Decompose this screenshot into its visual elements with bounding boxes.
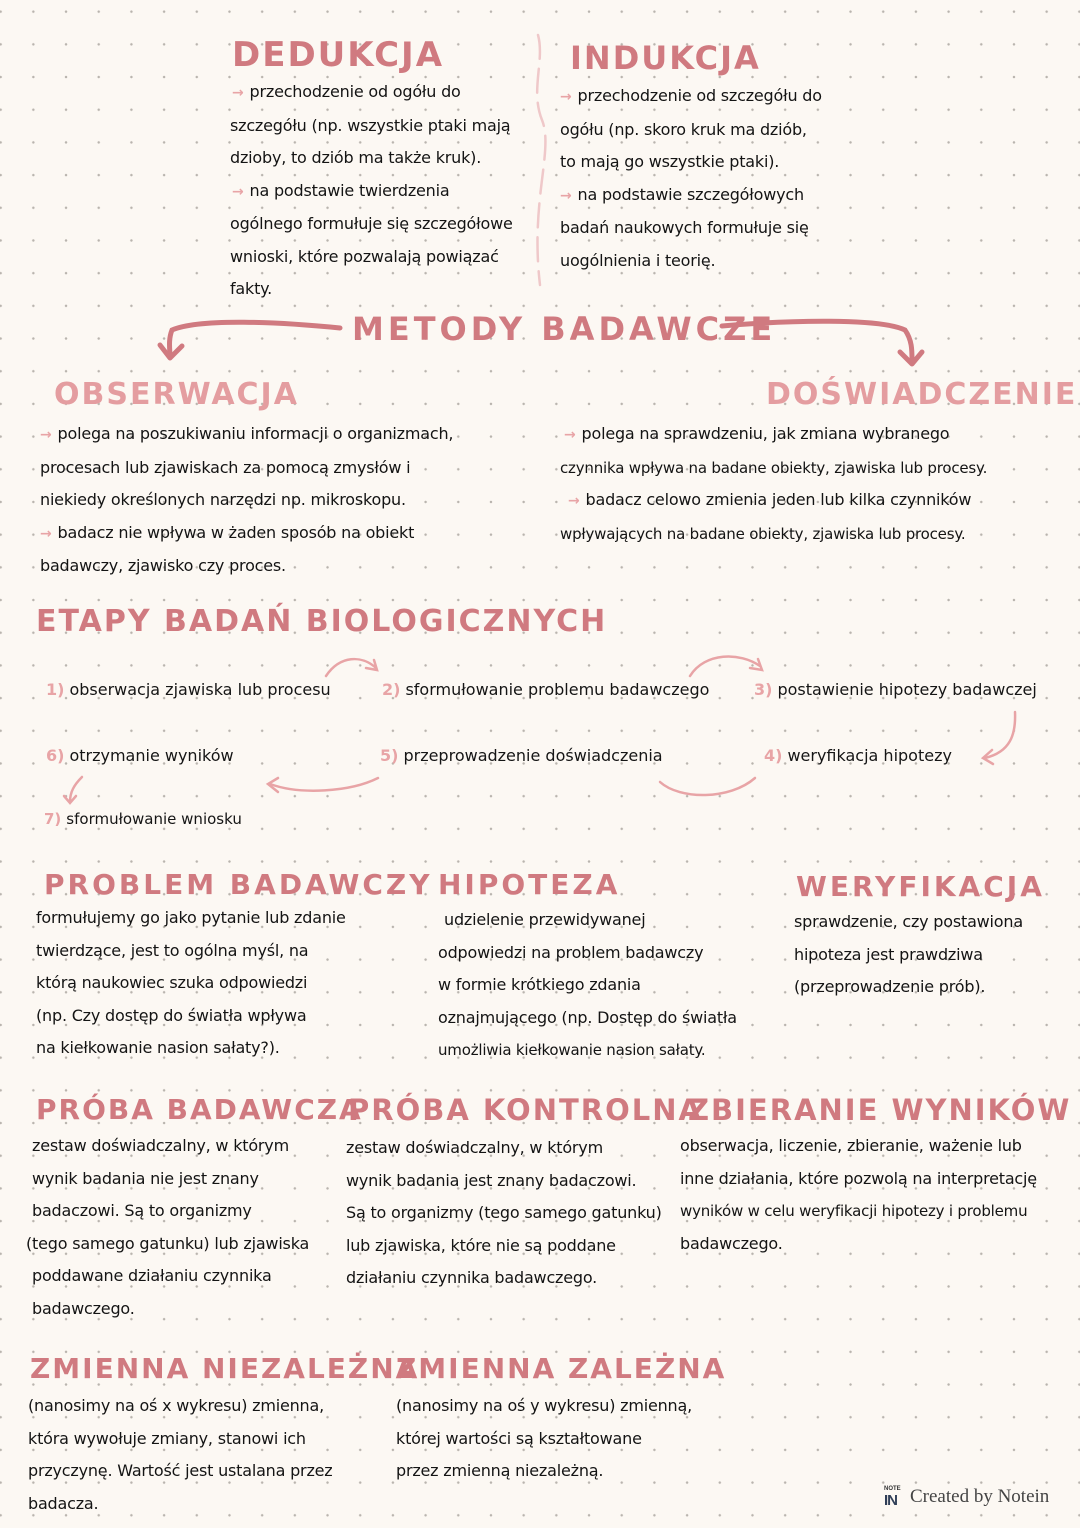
control-sample-title: PRÓBA KONTROLNA <box>348 1093 703 1127</box>
stage-step-5: 5) przeprowadzenie doświadczenia <box>380 746 663 765</box>
verification-text: sprawdzenie, czy postawiona hipoteza jest prawdziwa (przeprowadzenie prób). <box>794 912 1023 996</box>
stage-step-3: 3) postawienie hipotezy badawczej <box>754 680 1037 699</box>
observation-text: → polega na poszukiwaniu informacji o organizmach, procesach lub zjawiskach za pomocą zmysłów i niekiedy określonych narzędzi np. mikroskopu. → badacz nie wpływa w żaden sposób na obiekt badawczy, zjawisko czy proces. <box>40 424 454 575</box>
stage-step-6: 6) otrzymanie wyników <box>46 746 234 765</box>
independent-variable-title: ZMIENNA NIEZALEŻNA <box>30 1352 420 1385</box>
control-sample-text: zestaw doświadczalny, w którym wynik badania jest znany badaczowi. Są to organizmy (tego samego gatunku) lub zjawiska, które nie są poddane działaniu czynnika badawczego. <box>346 1138 662 1287</box>
independent-variable-text: (nanosimy na oś x wykresu) zmienna, która wywołuje zmiany, stanowi ich przyczynę. Wartość jest ustalana przez badacza. <box>28 1396 333 1513</box>
deduction-text: → przechodzenie od ogółu do szczegółu (np. wszystkie ptaki mają dzioby, to dziób ma także kruk). → na podstawie twierdzenia ogólnego formułuje się szczegółowe wnioski, które pozwalają powiązać fakty. <box>230 82 513 298</box>
arrow-right-icon: → <box>568 493 580 509</box>
stage-step-7: 7) sformułowanie wniosku <box>44 810 242 828</box>
stage-step-1: 1) obserwacja zjawiska lub procesu <box>46 680 331 699</box>
methods-title: METODY BADAWCZE <box>352 310 777 348</box>
induction-title: INDUKCJA <box>570 39 761 77</box>
results-collection-text: obserwacja, liczenie, zbieranie, ważenie lub inne działania, które pozwolą na interpretację wyników w celu weryfikacji hipotezy i problemu badawczego. <box>680 1136 1037 1253</box>
research-sample-text: zestaw doświadczalny, w którym wynik badania nie jest znany badaczowi. Są to organizmy (tego samego gatunku) lub zjawiska poddawane działaniu czynnika badawczego. <box>26 1136 310 1318</box>
deduction-title: DEDUKCJA <box>232 35 445 75</box>
results-collection-title: ZBIERANIE WYNIKÓW <box>688 1093 1072 1127</box>
notein-watermark <box>884 1486 1049 1508</box>
arrow-right-icon: → <box>564 427 576 443</box>
arrow-right-icon: → <box>232 85 244 101</box>
arrow-right-icon: → <box>560 187 572 204</box>
notein-logo-icon: NOTE IN <box>884 1486 901 1509</box>
problem-title: PROBLEM BADAWCZY <box>44 868 433 901</box>
dependent-variable-title: ZMIENNA ZALEŻNA <box>396 1352 727 1385</box>
hypothesis-text: udzielenie przewidywanej odpowiedzi na problem badawczy w formie krótkiego zdania oznajmującego (np. Dostęp do światła umożliwia kiełkowanie nasion sałaty. <box>438 910 737 1059</box>
arrow-right-icon: → <box>40 525 52 542</box>
observation-title: OBSERWACJA <box>54 377 299 412</box>
arrow-right-icon: → <box>232 183 244 200</box>
dependent-variable-text: (nanosimy na oś y wykresu) zmienną, której wartości są kształtowane przez zmienną niezależną. <box>396 1396 692 1480</box>
stage-step-2: 2) sformułowanie problemu badawczego <box>382 680 710 699</box>
hypothesis-title: HIPOTEZA <box>438 868 621 901</box>
experiment-text: → polega na sprawdzeniu, jak zmiana wybranego czynnika wpływa na badane obiekty, zjawiska lub procesy. → badacz celowo zmienia jeden lub kilka czynników wpływających na badane obiekty, zjawiska lub procesy. <box>560 424 988 543</box>
stages-title: ETAPY BADAŃ BIOLOGICZNYCH <box>36 604 608 639</box>
arrow-right-icon: → <box>40 427 52 443</box>
problem-text: formułujemy go jako pytanie lub zdanie twierdzące, jest to ogólna myśl, na którą naukowiec szuka odpowiedzi (np. Czy dostęp do światła wpływa na kiełkowanie nasion sałaty?). <box>36 908 346 1057</box>
stage-step-4: 4) weryfikacja hipotezy <box>764 746 952 765</box>
research-sample-title: PRÓBA BADAWCZA <box>36 1093 363 1126</box>
verification-title: WERYFIKACJA <box>796 870 1045 903</box>
arrow-right-icon: → <box>560 89 572 105</box>
experiment-title: DOŚWIADCZENIE <box>766 377 1078 412</box>
induction-text: → przechodzenie od szczegółu do ogółu (np. skoro kruk ma dziób, to mają go wszystkie ptaki). → na podstawie szczegółowych badań naukowych formułuje się uogólnienia i teorię. <box>560 86 822 270</box>
watermark-text: Created by Notein <box>910 1486 1050 1507</box>
